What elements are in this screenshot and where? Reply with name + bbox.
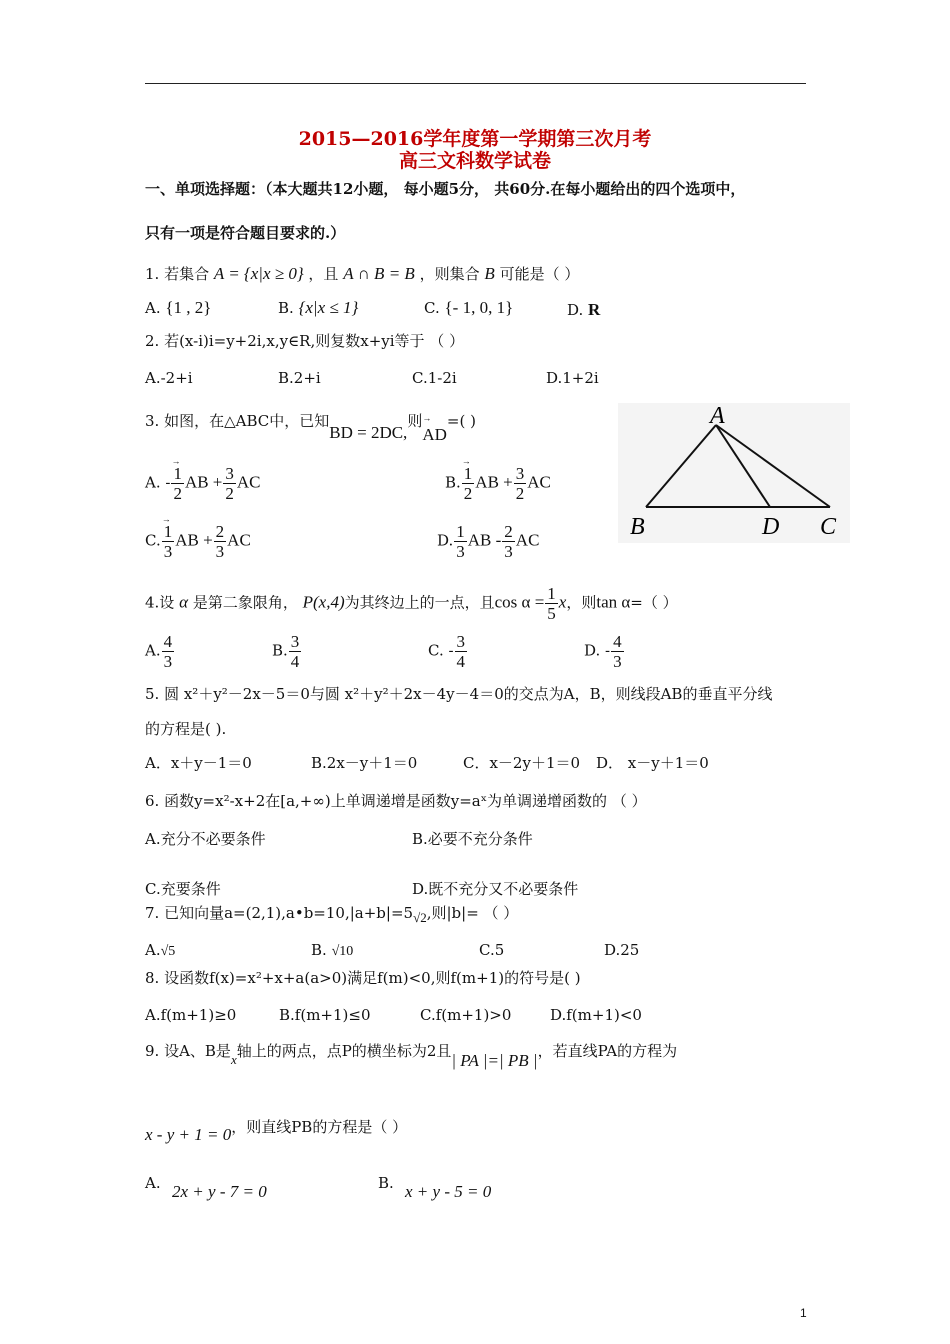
q4-option-a: A. $\frac{4}{3}$ [145,632,173,671]
page-number: 1 [800,1306,807,1320]
q6-option-a: A.充分不必要条件 [145,830,266,848]
q1-option-a: A. {1 , 2} [145,298,212,317]
question-3: 3. 如图，在△ABC中，已知BD = 2DC,则→ AD=( ) [145,410,476,431]
q6-option-b: B.必要不充分条件 [412,830,533,848]
vertex-label-d: D [762,514,780,540]
triangle-figure [618,403,850,543]
q8-option-d: D.f(m+1)<0 [550,1006,642,1024]
q5-option-d: D． x－y＋1＝0 [596,754,709,772]
q4-option-d: D. - $\frac{4}{3}$ [584,632,622,671]
q4-option-b: B. $\frac{3}{4}$ [272,632,300,671]
q3-option-c: C. → $\frac{1}{3}$ AB + $\frac{2}{3}$ AC [145,522,251,561]
q7-option-b: B. √10 [311,941,354,959]
q5-option-a: A．x＋y－1＝0 [145,754,252,772]
question-5-line1: 5. 圆 x²＋y²－2x－5＝0与圆 x²＋y²＋2x－4y－4＝0的交点为A，B，则线段AB的垂直平分线 [145,685,773,703]
question-1: 1. 若集合 A = {x|x ≥ 0} ，且 A ∩ B = B ，则集合 B 可能是（ ） [145,264,580,283]
q9-option-b-equation: x + y - 5 = 0 [405,1182,492,1201]
question-5-line2: 的方程是( ). [145,720,227,738]
q7-option-a: A.√5 [145,941,176,959]
q2-option-d: D.1+2i [546,369,599,387]
q2-option-c: C.1-2i [412,369,457,387]
q5-option-b: B.2x－y＋1＝0 [311,754,418,772]
q3-option-d: D. $\frac{1}{3}$ AB - $\frac{2}{3}$ AC [437,522,540,561]
q5-option-c: C．x－2y＋1＝0 [463,754,581,772]
q8-option-a: A.f(m+1)≥0 [145,1006,237,1024]
question-8: 8. 设函数f(x)=x²+x+a(a>0)满足f(m)<0,则f(m+1)的符号是( ) [145,969,581,987]
q8-option-b: B.f(m+1)≤0 [279,1006,371,1024]
q6-option-c: C.充要条件 [145,880,221,898]
q6-option-d: D.既不充分又不必要条件 [412,880,579,898]
question-7: 7. 已知向量a=(2,1),a•b=10,|a+b|=5√2,则|b|= （ ） [145,904,519,925]
question-9-line2: x - y + 1 = 0，则直线PB的方程是（ ） [145,1118,408,1144]
question-2: 2. 若(x-i)i=y+2i,x,y∈R,则复数x+yi等于 （ ） [145,332,465,350]
q2-option-b: B.2+i [278,369,321,387]
vertex-label-b: B [630,514,645,540]
q3-option-b: B. → $\frac{1}{2}$ AB + $\frac{3}{2}$ AC [445,464,551,503]
section-instructions-1: 一、单项选择题：（本大题共12小题， 每小题5分， 共60分.在每小题给出的四个选项中， [145,180,746,198]
vertex-label-a: A [710,403,725,429]
q7-option-d: D.25 [604,941,640,959]
q8-option-c: C.f(m+1)>0 [420,1006,512,1024]
exam-title: 2015—2016学年度第一学期第三次月考 [298,128,652,150]
vertex-label-c: C [820,514,837,540]
exam-subtitle: 高三文科数学试卷 [398,150,551,172]
question-4: 4.设 α 是第二象限角， P(x,4)为其终边上的一点，且cos α = $\frac{1}{5}$ x，则tan α=（ ） [145,584,678,623]
q2-option-a: A.-2+i [145,369,193,387]
question-9: 9. 设A、B是x轴上的两点，点P的横坐标为2且| PA |=| PB |，若直线PA的方程为 [145,1042,678,1070]
q3-option-a: A. - → $\frac{1}{2}$ AB + $\frac{3}{2}$ AC [145,464,261,503]
q1-option-c: C. {- 1, 0, 1} [424,298,514,317]
section-instructions-2: 只有一项是符合题目要求的.） [145,224,346,242]
q4-option-c: C. - $\frac{3}{4}$ [428,632,466,671]
header-rule [145,83,806,84]
q9-option-a-equation: 2x + y - 7 = 0 [172,1182,267,1201]
q7-option-c: C.5 [479,941,505,959]
q9-option-b: B. [378,1174,394,1192]
q9-option-a: A. [145,1174,161,1192]
q1-option-b: B. {x|x ≤ 1} [278,298,359,317]
question-6: 6. 函数y=x²-x+2在[a,+∞)上单调递增是函数y=aˣ为单调递增函数的 （ ） [145,792,647,810]
q1-option-d: D. R [567,300,601,319]
